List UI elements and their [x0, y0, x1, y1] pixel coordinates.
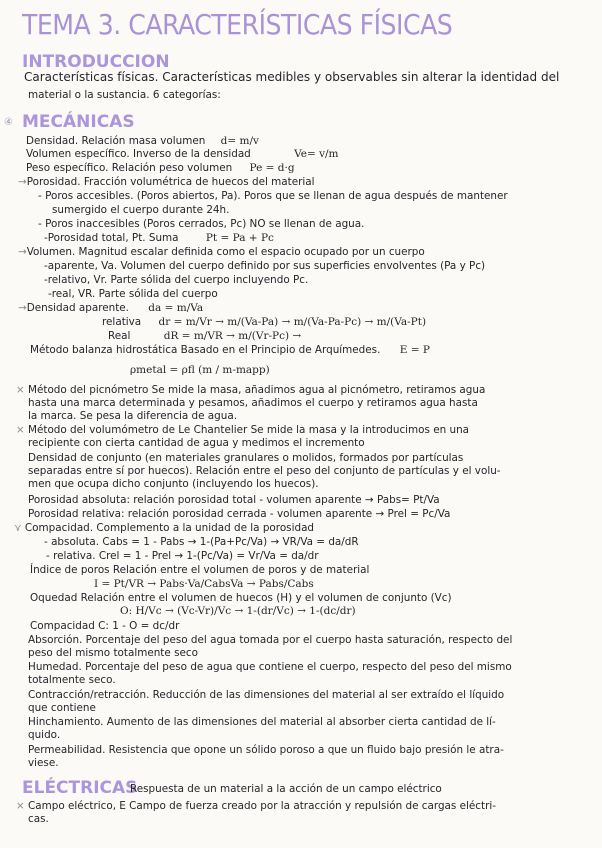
absorcion-line-1: Absorción. Porcentaje del peso del agua tomada por el cuerpo hasta saturación, respecto del	[28, 634, 513, 646]
indice-poros-formula: I = Pt/VR → Pabs·Va/CabsVa → Pabs/Cabs	[94, 578, 314, 590]
oquedad-line-1: Oquedad Relación entre el volumen de huecos (H) y el volumen de conjunto (Vc)	[30, 592, 452, 604]
contraccion-line-1: Contracción/retracción. Reducción de las dimensiones del material al ser extraído el líquido	[28, 689, 505, 701]
compacidad-line-3: - relativa. Crel = 1 - Prel → 1-(Pc/Va) = Vr/Va = da/dr	[46, 550, 319, 562]
densidad-formula: d= m/v	[220, 135, 259, 147]
porosidad-line-3: sumergido el cuerpo durante 24h.	[52, 204, 230, 216]
picnometro-line-1: × Método del picnómetro Se mide la masa, añadimos agua al picnómetro, retiramos agua	[16, 384, 486, 396]
porosidad-total-formula: Pt = Pa + Pc	[205, 232, 274, 244]
permeabilidad-line-2: viese.	[28, 757, 59, 769]
absorcion-line-2: peso del mismo totalmente seco	[28, 647, 198, 659]
arquimedes-formula: E = P	[399, 344, 430, 356]
hinchamiento-line-2: quido.	[28, 729, 61, 741]
picnometro-line-3: la marca. Se pesa la diferencia de agua.	[28, 410, 238, 422]
page-title: TEMA 3. CARACTERÍSTICAS FÍSICAS	[22, 8, 453, 41]
densidad-aparente-line: →Densidad aparente. da = m/Va	[18, 302, 204, 314]
densidad-text: Densidad. Relación masa volumen	[26, 135, 206, 147]
indice-poros-line-1: Índice de poros Relación entre el volumen de poros y de material	[30, 564, 370, 576]
picnometro-line-2: hasta una marca determinada y pesamos, añadimos el cuerpo y retiramos agua hasta	[28, 397, 478, 409]
contraccion-line-2: que contiene	[28, 702, 96, 714]
porosidad-line-5: -Porosidad total, Pt. Suma Pt = Pa + Pc	[44, 232, 274, 244]
hinchamiento-line-1: Hinchamiento. Aumento de las dimensiones del material al absorber cierta cantidad de lí-	[28, 716, 496, 728]
peso-especifico-formula: Pe = d·g	[249, 162, 295, 174]
heading-introduccion: INTRODUCCION	[22, 52, 170, 72]
heading-electricas: ELÉCTRICAS	[22, 778, 138, 798]
volumen-line-4: -real, VR. Parte sólida del cuerpo	[48, 288, 218, 300]
real-label: Real	[108, 330, 131, 342]
conjunto-line-1: Densidad de conjunto (en materiales granulares o molidos, formados por partículas	[28, 452, 464, 464]
porosidad-line-1: →Porosidad. Fracción volumétrica de huecos del material	[18, 176, 315, 188]
humedad-line-2: totalmente seco.	[28, 674, 116, 686]
campo-electrico-line-2: cas.	[28, 813, 49, 825]
humedad-line-1: Humedad. Porcentaje del peso de agua que contiene el cuerpo, respecto del peso del mismo	[28, 661, 512, 673]
compacidad-line-1: ⋎ Compacidad. Complemento a la unidad de la porosidad	[14, 522, 315, 534]
oquedad-formula: O: H/Vc → (Vc-Vr)/Vc → 1-(dr/Vc) → 1-(dc/dr)	[120, 605, 356, 617]
compacidad-line-2: - absoluta. Cabs = 1 - Pabs → 1-(Pa+Pc/Va) → VR/Va = da/dR	[44, 536, 359, 548]
section-marker-icon: ④	[4, 117, 13, 128]
intro-line-2: material o la sustancia. 6 categorías:	[28, 89, 221, 101]
relativa-label: relativa	[102, 316, 142, 328]
porosidad-line-2: - Poros accesibles. (Poros abiertos, Pa). Poros que se llenan de agua después de mantener	[38, 190, 508, 202]
densidad-relativa-line	[102, 316, 426, 329]
permeabilidad-line-1: Permeabilidad. Resistencia que opone un sólido poroso a que un fluido bajo presión le atra-	[28, 744, 504, 756]
peso-especifico-line	[26, 162, 295, 175]
campo-electrico-line-1: × Campo eléctrico, E Campo de fuerza creado por la atracción y repulsión de cargas eléctri-	[16, 800, 497, 812]
heading-mecanicas: MECÁNICAS	[22, 112, 135, 132]
chantelier-line-1: × Método del volumómetro de Le Chantelier Se mide la masa y la introducimos en una	[16, 424, 470, 436]
volumen-line-3: -relativo, Vr. Parte sólida del cuerpo incluyendo Pc.	[44, 274, 309, 286]
peso-especifico-text: Peso específico. Relación peso volumen	[26, 162, 233, 174]
volumen-especifico-text: Volumen específico. Inverso de la densidad	[26, 148, 251, 160]
porosidad-relativa-line: Porosidad relativa: relación porosidad cerrada - volumen aparente → Prel = Pc/Va	[28, 508, 451, 520]
conjunto-line-3: men que ocupa dicho conjunto (incluyendo los huecos).	[28, 478, 319, 490]
metal-density-formula: ρmetal = ρfl (m / m-mapp)	[130, 364, 270, 376]
compacidad-conjunto-line: Compacidad C: 1 - O = dc/dr	[30, 620, 180, 632]
chantelier-line-2: recipiente con cierta cantidad de agua y medimos el incremento	[28, 437, 365, 449]
densidad-real-line	[108, 330, 301, 343]
volumen-especifico-formula: Ve= v/m	[294, 148, 339, 160]
volumen-especifico-line	[26, 148, 339, 161]
electricas-intro: Respuesta de un material a la acción de un campo eléctrico	[130, 783, 442, 795]
volumen-line-2: -aparente, Va. Volumen del cuerpo definido por sus superficies envolventes (Pa y Pc)	[44, 260, 486, 272]
metodo-balanza-text: Método balanza hidrostática Basado en el Principio de Arquímedes.	[30, 344, 381, 356]
intro-line-1: Características físicas. Características medibles y observables sin alterar la identidad del	[24, 70, 560, 84]
conjunto-line-2: separadas entre sí por huecos). Relación entre el peso del conjunto de partículas y el volu-	[28, 465, 501, 477]
volumen-line-1: →Volumen. Magnitud escalar definida como el espacio ocupado por un cuerpo	[18, 246, 425, 258]
real-formula: dR = m/VR → m/(Vr-Pc) →	[163, 330, 302, 342]
metodo-balanza-line	[30, 344, 430, 357]
densidad-aparente-formula: da = m/Va	[148, 302, 204, 314]
porosidad-absoluta-line: Porosidad absoluta: relación porosidad total - volumen aparente → Pabs= Pt/Va	[28, 494, 440, 506]
densidad-line	[26, 135, 259, 148]
porosidad-line-4: - Poros inaccesibles (Poros cerrados, Pc) NO se llenan de agua.	[38, 218, 365, 230]
relativa-formula: dr = m/Vr → m/(Va-Pa) → m/(Va-Pa-Pc) → m/(Va-Pt)	[158, 316, 427, 328]
